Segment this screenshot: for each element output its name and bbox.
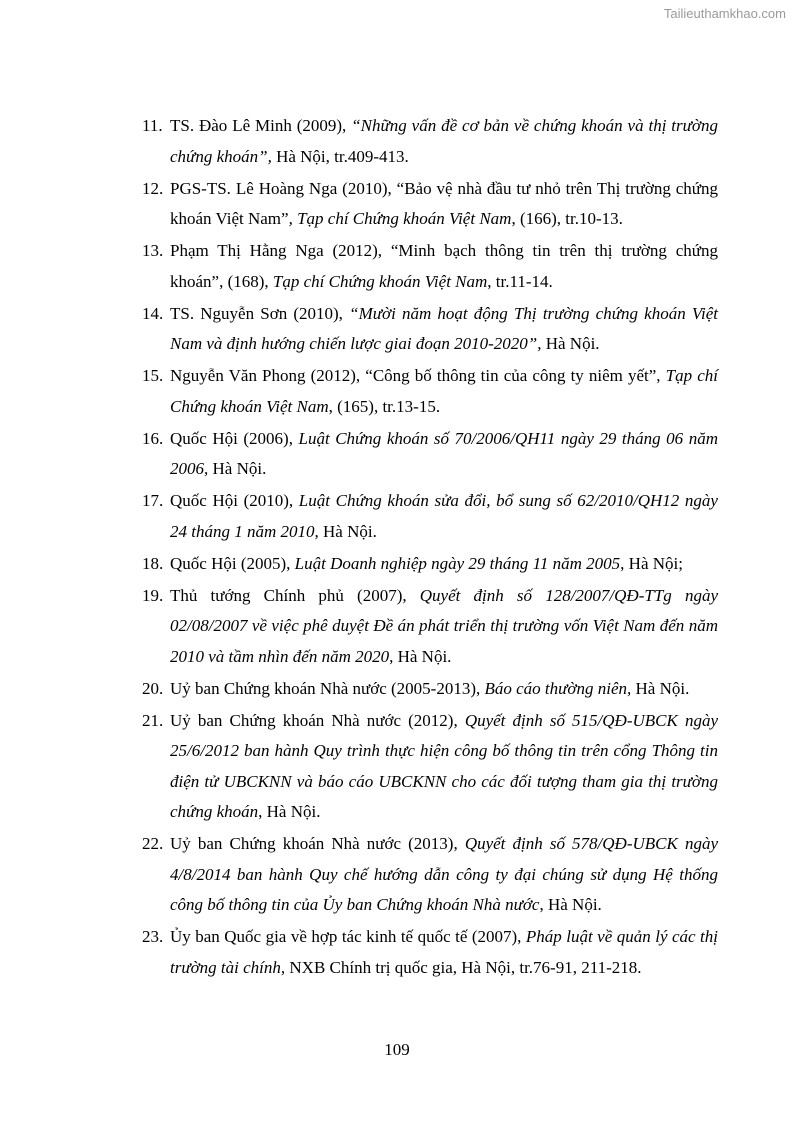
reference-title-italic: “Mười năm hoạt động Thị trường chứng khoán Việt Nam và định hướng chiến lược giai đoạn 2010-2020”, <box>170 303 718 353</box>
reference-title-italic: Quyết định số 515/QĐ-UBCK ngày 25/6/2012 ban hành Quy trình thực hiện công bố thông tin trên cổng Thông tin điện tử UBCKNN và báo cáo UBCKNN cho các đối tượng tham gia thị trường chứng khoán <box>170 710 718 821</box>
reference-list <box>142 111 718 985</box>
reference-number: 11. <box>142 116 163 135</box>
reference-item <box>142 174 718 235</box>
reference-text: Quốc Hội (2010), <box>170 491 299 510</box>
reference-text: Hà Nội. <box>393 646 452 666</box>
reference-item <box>142 361 718 422</box>
reference-title-italic: Quyết định số 128/2007/QĐ-TTg ngày 02/08/2007 về việc phê duyệt Đề án phát triển thị trường vốn Việt Nam đến năm 2010 và tầm nhìn đến năm 2020, <box>170 585 718 666</box>
reference-text: Uỷ ban Chứng khoán Nhà nước (2013), <box>170 834 465 853</box>
reference-text: Nguyễn Văn Phong (2012), “Công bố thông tin của công ty niêm yết”, <box>170 366 666 385</box>
reference-text: , (166), tr.10-13. <box>511 209 623 228</box>
reference-text: Hà Nội. <box>631 678 690 698</box>
reference-number: 12. <box>142 178 164 198</box>
reference-title-italic: , Tạp chí Chứng khoán Việt Nam <box>288 209 512 228</box>
reference-number: 17. <box>142 491 164 510</box>
reference-title-italic: Tạp chí Chứng khoán Việt Nam <box>170 366 718 416</box>
reference-number: 21. <box>142 710 164 730</box>
reference-number: 18. <box>142 553 164 573</box>
reference-text: , tr.11-14. <box>487 271 553 291</box>
reference-text: NXB Chính trị quốc gia, Hà Nội, tr.76-91, 211-218. <box>285 957 642 977</box>
reference-item <box>142 111 718 172</box>
reference-item <box>142 706 718 828</box>
reference-number: 15. <box>142 366 164 385</box>
reference-number: 19. <box>142 585 164 605</box>
reference-number: 16. <box>142 428 164 448</box>
reference-number: 14. <box>142 303 164 323</box>
reference-text: , Hà Nội. <box>258 802 321 821</box>
reference-title-italic: Luật Doanh nghiệp ngày 29 tháng 11 năm 2005 <box>294 553 621 573</box>
reference-number: 13. <box>142 241 164 260</box>
reference-text: TS. Nguyễn Sơn (2010), <box>170 303 350 323</box>
reference-title-italic: “Những vấn đề cơ bản về chứng khoán và thị trường chứng khoán”, <box>170 116 718 166</box>
reference-item <box>142 581 718 673</box>
reference-text: , (165), tr.13-15. <box>328 396 441 416</box>
reference-item <box>142 549 718 580</box>
reference-title-italic: Tạp chí Chứng khoán Việt Nam <box>272 271 488 291</box>
reference-item <box>142 236 718 297</box>
reference-text: Hà Nội. <box>208 459 267 478</box>
reference-text: Quốc Hội (2006), <box>170 428 299 448</box>
reference-text: Hà Nội. <box>541 334 600 353</box>
reference-text: TS. Đào Lê Minh (2009), <box>170 116 352 135</box>
page-number: 109 <box>384 1040 410 1059</box>
reference-title-italic: Quyết định số 578/QĐ-UBCK ngày 4/8/2014 ban hành Quy chế hướng dẫn công ty đại chúng sử dụng Hệ thống công bố thông tin của Ủy ban Chứng khoán Nhà nước <box>170 834 718 914</box>
reference-item <box>142 922 718 983</box>
reference-title-italic: Báo cáo thường niên, <box>484 678 632 698</box>
reference-text: Hà Nội. <box>318 521 377 541</box>
reference-text: Uỷ ban Chứng khoán Nhà nước (2012), <box>170 710 465 730</box>
reference-number: 23. <box>142 927 164 946</box>
reference-text: Hà Nội, tr.409-413. <box>271 146 409 166</box>
reference-item <box>142 299 718 360</box>
reference-text: , Hà Nội. <box>539 895 602 914</box>
reference-text: Uỷ ban Chứng khoán Nhà nước (2005-2013), <box>170 678 485 698</box>
reference-text: Ủy ban Quốc gia về hợp tác kinh tế quốc tế (2007), <box>170 927 526 946</box>
reference-title-italic: Pháp luật về quản lý các thị trường tài chính, <box>170 927 718 977</box>
reference-title-italic: Luật Chứng khoán số 70/2006/QH11 ngày 29 tháng 06 năm 2006, <box>170 428 718 478</box>
reference-title-italic: Luật Chứng khoán sửa đổi, bổ sung số 62/2010/QH12 ngày 24 tháng 1 năm 2010, <box>170 491 718 541</box>
reference-number: 22. <box>142 834 164 853</box>
reference-text: Phạm Thị Hằng Nga (2012), “Minh bạch thông tin trên thị trường chứng khoán”, (168), <box>170 241 718 291</box>
reference-number: 20. <box>142 678 164 698</box>
reference-item <box>142 674 718 705</box>
reference-text: , Hà Nội; <box>620 553 683 573</box>
reference-item <box>142 829 718 921</box>
reference-text: PGS-TS. Lê Hoàng Nga (2010), “Bảo vệ nhà đầu tư nhỏ trên Thị trường chứng khoán Việt Nam” <box>170 178 718 228</box>
reference-text: Quốc Hội (2005), <box>170 553 295 573</box>
reference-item <box>142 486 718 547</box>
watermark: Tailieuthamkhao.com <box>663 6 786 21</box>
reference-text: Thủ tướng Chính phủ (2007), <box>170 585 420 605</box>
reference-item <box>142 424 718 485</box>
